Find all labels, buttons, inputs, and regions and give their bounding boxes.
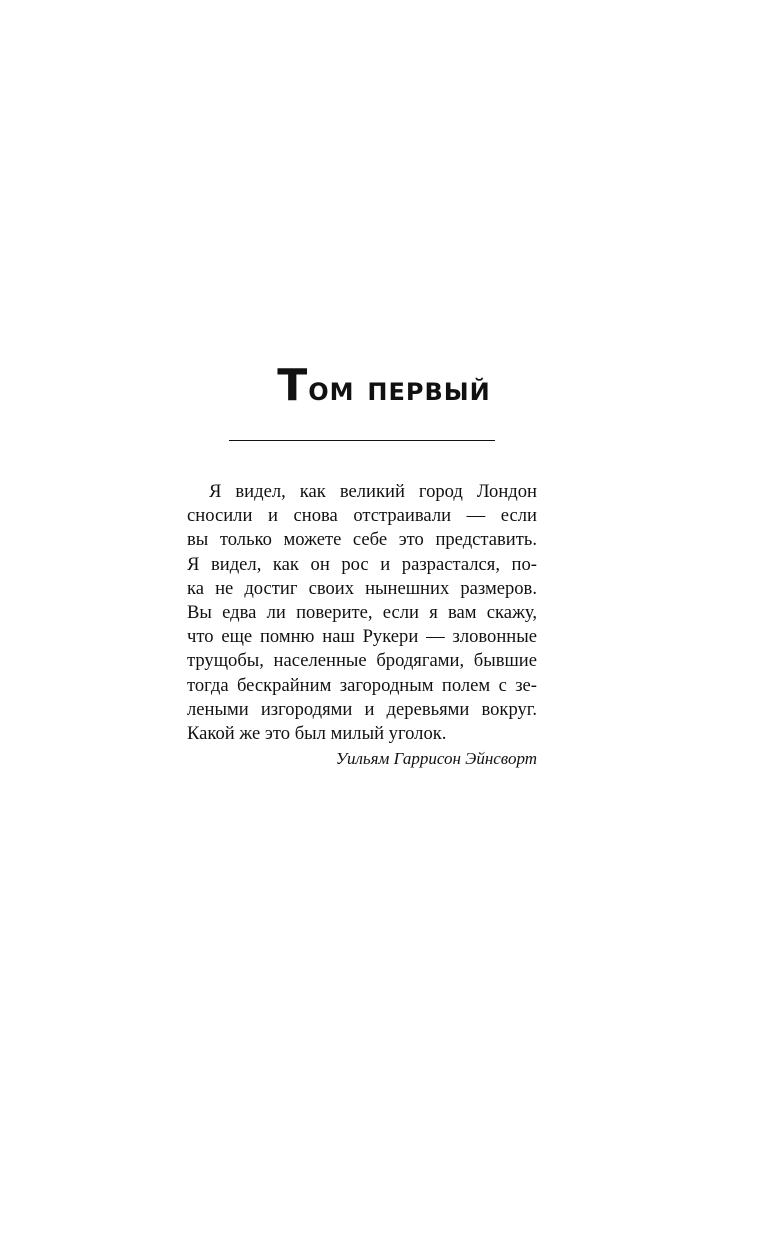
epigraph-line: Я видел, как он рос и разрастался, по-	[187, 553, 537, 575]
volume-title-initial: Т	[277, 360, 309, 411]
epigraph-author: Уильям Гаррисон Эйнсворт	[335, 749, 537, 768]
epigraph-line: тогда бескрайним загородным полем с зе-	[187, 674, 537, 696]
volume-title	[0, 358, 768, 417]
epigraph-line: сносили и снова отстраивали — если	[187, 505, 537, 527]
epigraph-line: Вы едва ли поверите, если я вам скажу,	[187, 602, 537, 624]
epigraph-text	[187, 480, 537, 746]
epigraph-line: что еще помню наш Рукери — зловонные	[187, 626, 537, 648]
epigraph-line: Я видел, как великий город Лондон	[209, 481, 537, 502]
epigraph	[187, 480, 537, 746]
title-divider	[229, 440, 495, 441]
volume-title-rest: ом первый	[308, 369, 491, 409]
epigraph-line: Какой же это был милый уголок.	[187, 723, 447, 745]
epigraph-line: ка не достиг своих нынешних размеров.	[187, 577, 537, 599]
epigraph-line: трущобы, населенные бродягами, бывшие	[187, 650, 537, 672]
epigraph-line: вы только можете себе это представить.	[187, 529, 537, 551]
epigraph-line: леными изгородями и деревьями вокруг.	[187, 698, 537, 720]
